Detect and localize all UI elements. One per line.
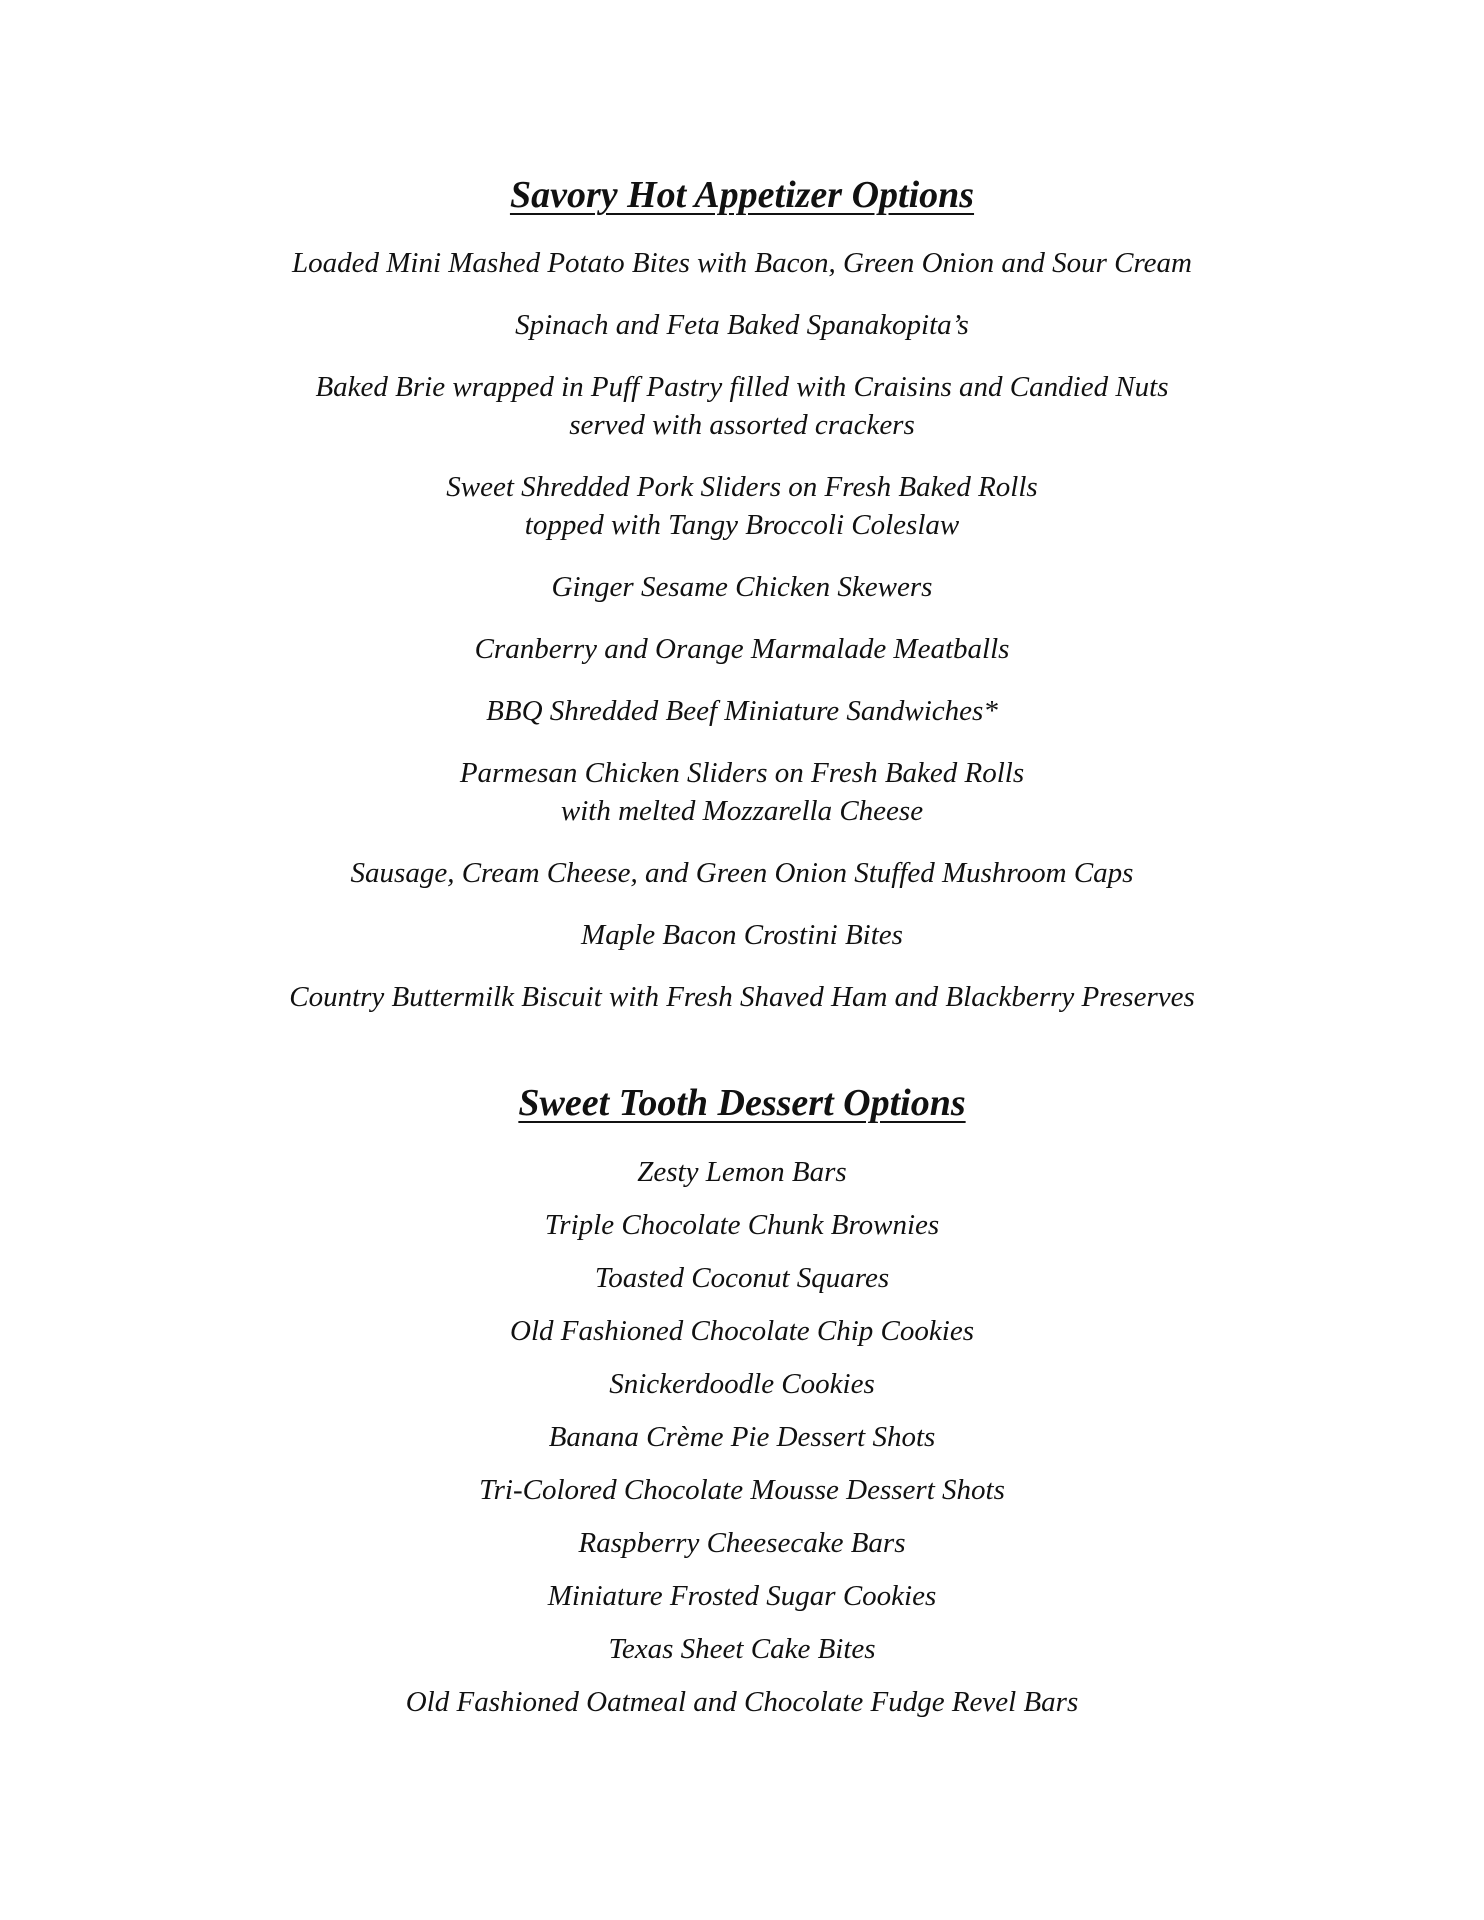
list-item: Texas Sheet Cake Bites: [608, 1633, 876, 1665]
list-item: [0, 468, 1484, 544]
list-item: Snickerdoodle Cookies: [609, 1368, 875, 1400]
list-item: [0, 754, 1484, 830]
list-item: [0, 568, 1484, 606]
list-item: [0, 854, 1484, 892]
list-item: Old Fashioned Chocolate Chip Cookies: [510, 1315, 974, 1347]
item-line: Country Buttermilk Biscuit with Fresh Shaved Ham and Blackberry Preserves: [289, 981, 1195, 1013]
list-item: Raspberry Cheesecake Bars: [578, 1527, 906, 1559]
item-line: Ginger Sesame Chicken Skewers: [551, 571, 933, 603]
list-item: [0, 306, 1484, 344]
item-line: BBQ Shredded Beef Miniature Sandwiches*: [486, 695, 998, 727]
list-item: Banana Crème Pie Dessert Shots: [548, 1421, 936, 1453]
item-line: Cranberry and Orange Marmalade Meatballs: [474, 633, 1010, 665]
item-line: Maple Bacon Crostini Bites: [581, 919, 903, 951]
item-line: Sausage, Cream Cheese, and Green Onion Stuffed Mushroom Caps: [350, 857, 1134, 889]
item-line: Baked Brie wrapped in Puff Pastry filled with Craisins and Candied Nuts: [315, 371, 1169, 403]
list-item: [0, 630, 1484, 668]
item-line: Parmesan Chicken Sliders on Fresh Baked Rolls: [459, 757, 1025, 789]
dessert-options-list: [0, 1153, 1484, 1736]
list-item: Toasted Coconut Squares: [594, 1262, 890, 1294]
item-line-secondary: with melted Mozzarella Cheese: [560, 795, 924, 827]
item-line: Spinach and Feta Baked Spanakopita’s: [515, 309, 969, 341]
list-item: Miniature Frosted Sugar Cookies: [547, 1580, 937, 1612]
list-item: Old Fashioned Oatmeal and Chocolate Fudge Revel Bars: [405, 1686, 1079, 1718]
list-item: [0, 978, 1484, 1016]
savory-appetizer-list: [0, 244, 1484, 1040]
savory-appetizer-heading: Savory Hot Appetizer Options: [509, 174, 975, 216]
dessert-options-heading: Sweet Tooth Dessert Options: [518, 1082, 966, 1124]
list-item: Triple Chocolate Chunk Brownies: [544, 1209, 940, 1241]
list-item: [0, 916, 1484, 954]
item-line-secondary: served with assorted crackers: [569, 409, 915, 441]
item-line-secondary: topped with Tangy Broccoli Coleslaw: [524, 509, 960, 541]
item-line: Loaded Mini Mashed Potato Bites with Bacon, Green Onion and Sour Cream: [292, 247, 1192, 279]
item-line: Sweet Shredded Pork Sliders on Fresh Baked Rolls: [446, 471, 1038, 503]
list-item: Zesty Lemon Bars: [637, 1156, 847, 1188]
list-item: [0, 244, 1484, 282]
list-item: [0, 368, 1484, 444]
list-item: [0, 692, 1484, 730]
list-item: Tri-Colored Chocolate Mousse Dessert Shots: [479, 1474, 1005, 1506]
